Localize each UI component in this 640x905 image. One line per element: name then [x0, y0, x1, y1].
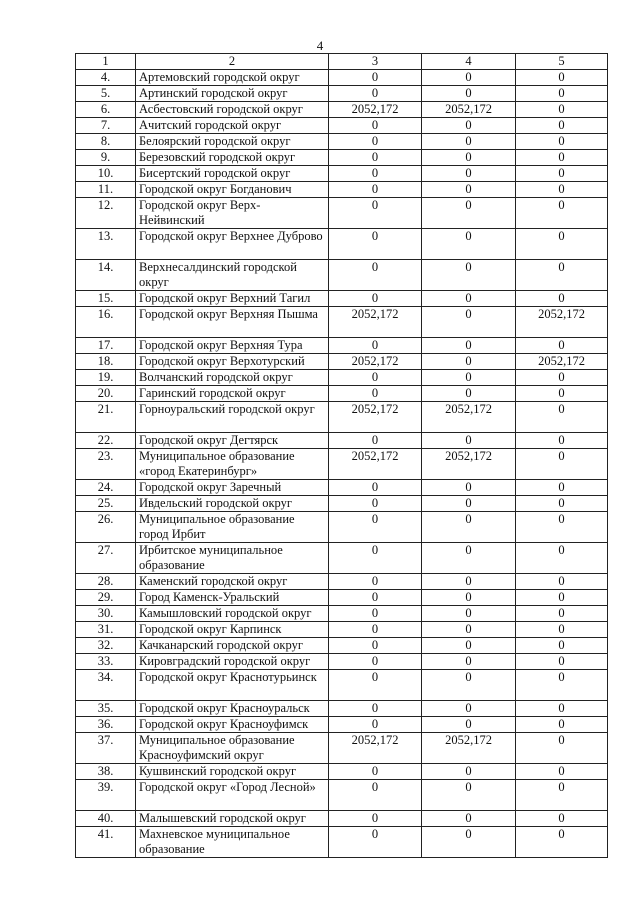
value-col3: 0	[329, 229, 422, 260]
value-col4: 0	[422, 670, 516, 701]
value-col5: 0	[516, 386, 608, 402]
row-number: 9.	[76, 150, 136, 166]
value-col3: 0	[329, 70, 422, 86]
value-col3: 0	[329, 338, 422, 354]
value-col4: 0	[422, 764, 516, 780]
value-col3: 0	[329, 764, 422, 780]
value-col5: 0	[516, 654, 608, 670]
table-header-row	[76, 54, 608, 70]
municipality-name: Камышловский городской округ	[136, 606, 329, 622]
value-col5: 0	[516, 590, 608, 606]
table-row	[76, 338, 608, 354]
value-col3: 0	[329, 670, 422, 701]
value-col4: 0	[422, 86, 516, 102]
value-col4: 0	[422, 134, 516, 150]
value-col5: 0	[516, 338, 608, 354]
table-row	[76, 433, 608, 449]
table-row	[76, 386, 608, 402]
table-row	[76, 654, 608, 670]
value-col3: 0	[329, 480, 422, 496]
value-col4: 0	[422, 370, 516, 386]
value-col3: 2052,172	[329, 449, 422, 480]
row-number: 29.	[76, 590, 136, 606]
row-number: 39.	[76, 780, 136, 811]
row-number: 21.	[76, 402, 136, 433]
value-col3: 0	[329, 182, 422, 198]
value-col5: 0	[516, 291, 608, 307]
row-number: 15.	[76, 291, 136, 307]
row-number: 16.	[76, 307, 136, 338]
header-cell: 3	[329, 54, 422, 70]
row-number: 35.	[76, 701, 136, 717]
value-col4: 0	[422, 654, 516, 670]
value-col5: 0	[516, 717, 608, 733]
row-number: 7.	[76, 118, 136, 134]
value-col5: 2052,172	[516, 354, 608, 370]
municipality-name: Городской округ Верхнее Дуброво	[136, 229, 329, 260]
value-col3: 0	[329, 386, 422, 402]
value-col5: 0	[516, 102, 608, 118]
value-col5: 0	[516, 150, 608, 166]
value-col5: 0	[516, 512, 608, 543]
row-number: 32.	[76, 638, 136, 654]
table-row	[76, 764, 608, 780]
value-col4: 0	[422, 260, 516, 291]
table-row	[76, 717, 608, 733]
value-col5: 2052,172	[516, 307, 608, 338]
table-row	[76, 811, 608, 827]
value-col4: 0	[422, 622, 516, 638]
row-number: 26.	[76, 512, 136, 543]
row-number: 18.	[76, 354, 136, 370]
row-number: 38.	[76, 764, 136, 780]
table-row	[76, 622, 608, 638]
value-col3: 0	[329, 827, 422, 858]
row-number: 34.	[76, 670, 136, 701]
row-number: 40.	[76, 811, 136, 827]
municipality-name: Бисертский городской округ	[136, 166, 329, 182]
value-col5: 0	[516, 370, 608, 386]
municipality-name: Качканарский городской округ	[136, 638, 329, 654]
municipality-name: Каменский городской округ	[136, 574, 329, 590]
municipality-name: Кушвинский городской округ	[136, 764, 329, 780]
value-col5: 0	[516, 198, 608, 229]
value-col5: 0	[516, 701, 608, 717]
row-number: 14.	[76, 260, 136, 291]
value-col4: 0	[422, 606, 516, 622]
value-col4: 0	[422, 166, 516, 182]
table-row	[76, 780, 608, 811]
value-col4: 0	[422, 433, 516, 449]
value-col4: 0	[422, 638, 516, 654]
municipality-name: Городской округ Заречный	[136, 480, 329, 496]
value-col4: 0	[422, 480, 516, 496]
value-col5: 0	[516, 229, 608, 260]
value-col4: 0	[422, 590, 516, 606]
value-col5: 0	[516, 449, 608, 480]
value-col5: 0	[516, 780, 608, 811]
value-col3: 0	[329, 496, 422, 512]
table-row	[76, 638, 608, 654]
table-row	[76, 86, 608, 102]
row-number: 23.	[76, 449, 136, 480]
municipality-name: Городской округ Дегтярск	[136, 433, 329, 449]
table-row	[76, 590, 608, 606]
table-row	[76, 701, 608, 717]
row-number: 36.	[76, 717, 136, 733]
row-number: 19.	[76, 370, 136, 386]
value-col3: 0	[329, 260, 422, 291]
municipality-name: Городской округ Красноуфимск	[136, 717, 329, 733]
table-row	[76, 574, 608, 590]
value-col4: 0	[422, 70, 516, 86]
value-col3: 2052,172	[329, 102, 422, 118]
municipality-name: Городской округ Карпинск	[136, 622, 329, 638]
municipality-name: Городской округ Верх-Нейвинский	[136, 198, 329, 229]
row-number: 17.	[76, 338, 136, 354]
table-row	[76, 543, 608, 574]
municipality-name: Махневское муниципальное образование	[136, 827, 329, 858]
row-number: 31.	[76, 622, 136, 638]
table-row	[76, 827, 608, 858]
table-row	[76, 670, 608, 701]
table-row	[76, 198, 608, 229]
table-row	[76, 229, 608, 260]
value-col5: 0	[516, 827, 608, 858]
row-number: 25.	[76, 496, 136, 512]
value-col3: 0	[329, 166, 422, 182]
value-col5: 0	[516, 733, 608, 764]
value-col5: 0	[516, 402, 608, 433]
table-row	[76, 370, 608, 386]
table-row	[76, 307, 608, 338]
value-col5: 0	[516, 480, 608, 496]
value-col4: 0	[422, 118, 516, 134]
municipality-name: Городской округ «Город Лесной»	[136, 780, 329, 811]
value-col4: 2052,172	[422, 449, 516, 480]
value-col4: 0	[422, 386, 516, 402]
table-row	[76, 291, 608, 307]
municipality-name: Артемовский городской округ	[136, 70, 329, 86]
municipality-name: Городской округ Красноуральск	[136, 701, 329, 717]
value-col5: 0	[516, 574, 608, 590]
value-col3: 0	[329, 134, 422, 150]
municipality-name: Белоярский городской округ	[136, 134, 329, 150]
value-col5: 0	[516, 182, 608, 198]
value-col3: 0	[329, 512, 422, 543]
value-col3: 0	[329, 622, 422, 638]
value-col4: 0	[422, 496, 516, 512]
value-col3: 0	[329, 717, 422, 733]
row-number: 20.	[76, 386, 136, 402]
value-col5: 0	[516, 622, 608, 638]
value-col4: 0	[422, 291, 516, 307]
municipality-name: Муниципальное образование город Ирбит	[136, 512, 329, 543]
row-number: 5.	[76, 86, 136, 102]
value-col4: 0	[422, 229, 516, 260]
value-col4: 0	[422, 338, 516, 354]
value-col5: 0	[516, 70, 608, 86]
table-row	[76, 150, 608, 166]
value-col3: 2052,172	[329, 307, 422, 338]
value-col4: 2052,172	[422, 402, 516, 433]
municipality-name: Городской округ Верхняя Тура	[136, 338, 329, 354]
table-row	[76, 260, 608, 291]
value-col5: 0	[516, 670, 608, 701]
municipality-name: Городской округ Богданович	[136, 182, 329, 198]
row-number: 6.	[76, 102, 136, 118]
municipality-name: Ивдельский городской округ	[136, 496, 329, 512]
value-col3: 0	[329, 811, 422, 827]
row-number: 28.	[76, 574, 136, 590]
value-col3: 2052,172	[329, 402, 422, 433]
table-row	[76, 70, 608, 86]
value-col5: 0	[516, 118, 608, 134]
value-col3: 0	[329, 574, 422, 590]
table-row	[76, 512, 608, 543]
value-col4: 0	[422, 701, 516, 717]
municipality-name: Горноуральский городской округ	[136, 402, 329, 433]
value-col3: 0	[329, 86, 422, 102]
row-number: 11.	[76, 182, 136, 198]
value-col4: 0	[422, 307, 516, 338]
table-row	[76, 134, 608, 150]
row-number: 27.	[76, 543, 136, 574]
value-col5: 0	[516, 433, 608, 449]
header-cell: 5	[516, 54, 608, 70]
municipality-name: Городской округ Краснотурьинск	[136, 670, 329, 701]
municipality-name: Городской округ Верхняя Пышма	[136, 307, 329, 338]
table-row	[76, 733, 608, 764]
value-col3: 2052,172	[329, 733, 422, 764]
municipality-name: Волчанский городской округ	[136, 370, 329, 386]
table-row	[76, 480, 608, 496]
value-col3: 2052,172	[329, 354, 422, 370]
page-number: 4	[316, 38, 324, 53]
table-row	[76, 354, 608, 370]
row-number: 24.	[76, 480, 136, 496]
value-col5: 0	[516, 166, 608, 182]
table-row	[76, 102, 608, 118]
data-table	[75, 53, 608, 858]
table-row	[76, 496, 608, 512]
table-row	[76, 606, 608, 622]
row-number: 22.	[76, 433, 136, 449]
municipality-name: Асбестовский городской округ	[136, 102, 329, 118]
value-col4: 2052,172	[422, 102, 516, 118]
value-col3: 0	[329, 370, 422, 386]
header-cell: 4	[422, 54, 516, 70]
value-col3: 0	[329, 118, 422, 134]
value-col5: 0	[516, 606, 608, 622]
table-row	[76, 182, 608, 198]
value-col3: 0	[329, 606, 422, 622]
value-col5: 0	[516, 811, 608, 827]
row-number: 12.	[76, 198, 136, 229]
row-number: 10.	[76, 166, 136, 182]
municipality-name: Городской округ Верхний Тагил	[136, 291, 329, 307]
value-col3: 0	[329, 638, 422, 654]
value-col3: 0	[329, 150, 422, 166]
value-col4: 2052,172	[422, 733, 516, 764]
table-row	[76, 402, 608, 433]
table-row	[76, 449, 608, 480]
value-col4: 0	[422, 717, 516, 733]
value-col3: 0	[329, 701, 422, 717]
row-number: 30.	[76, 606, 136, 622]
row-number: 41.	[76, 827, 136, 858]
value-col4: 0	[422, 354, 516, 370]
value-col4: 0	[422, 150, 516, 166]
value-col3: 0	[329, 291, 422, 307]
value-col3: 0	[329, 780, 422, 811]
value-col3: 0	[329, 590, 422, 606]
header-cell: 2	[136, 54, 329, 70]
row-number: 4.	[76, 70, 136, 86]
municipality-name: Березовский городской округ	[136, 150, 329, 166]
municipality-name: Ирбитское муниципальное образование	[136, 543, 329, 574]
value-col3: 0	[329, 543, 422, 574]
row-number: 37.	[76, 733, 136, 764]
municipality-name: Гаринский городской округ	[136, 386, 329, 402]
municipality-name: Малышевский городской округ	[136, 811, 329, 827]
municipality-name: Верхнесалдинский городской округ	[136, 260, 329, 291]
row-number: 8.	[76, 134, 136, 150]
municipality-name: Муниципальное образование Красноуфимский округ	[136, 733, 329, 764]
row-number: 13.	[76, 229, 136, 260]
value-col5: 0	[516, 496, 608, 512]
value-col5: 0	[516, 86, 608, 102]
municipality-name: Артинский городской округ	[136, 86, 329, 102]
table-row	[76, 118, 608, 134]
municipality-name: Ачитский городской округ	[136, 118, 329, 134]
value-col4: 0	[422, 827, 516, 858]
value-col3: 0	[329, 654, 422, 670]
value-col3: 0	[329, 433, 422, 449]
value-col4: 0	[422, 198, 516, 229]
value-col4: 0	[422, 574, 516, 590]
value-col3: 0	[329, 198, 422, 229]
value-col5: 0	[516, 638, 608, 654]
table-body	[76, 54, 608, 858]
table-row	[76, 166, 608, 182]
value-col5: 0	[516, 260, 608, 291]
row-number: 33.	[76, 654, 136, 670]
municipality-name: Городской округ Верхотурский	[136, 354, 329, 370]
header-cell: 1	[76, 54, 136, 70]
municipality-name: Город Каменск-Уральский	[136, 590, 329, 606]
municipality-name: Кировградский городской округ	[136, 654, 329, 670]
value-col5: 0	[516, 134, 608, 150]
value-col5: 0	[516, 764, 608, 780]
value-col4: 0	[422, 543, 516, 574]
value-col4: 0	[422, 780, 516, 811]
value-col5: 0	[516, 543, 608, 574]
municipality-name: Муниципальное образование «город Екатеринбург»	[136, 449, 329, 480]
value-col4: 0	[422, 811, 516, 827]
value-col4: 0	[422, 512, 516, 543]
value-col4: 0	[422, 182, 516, 198]
